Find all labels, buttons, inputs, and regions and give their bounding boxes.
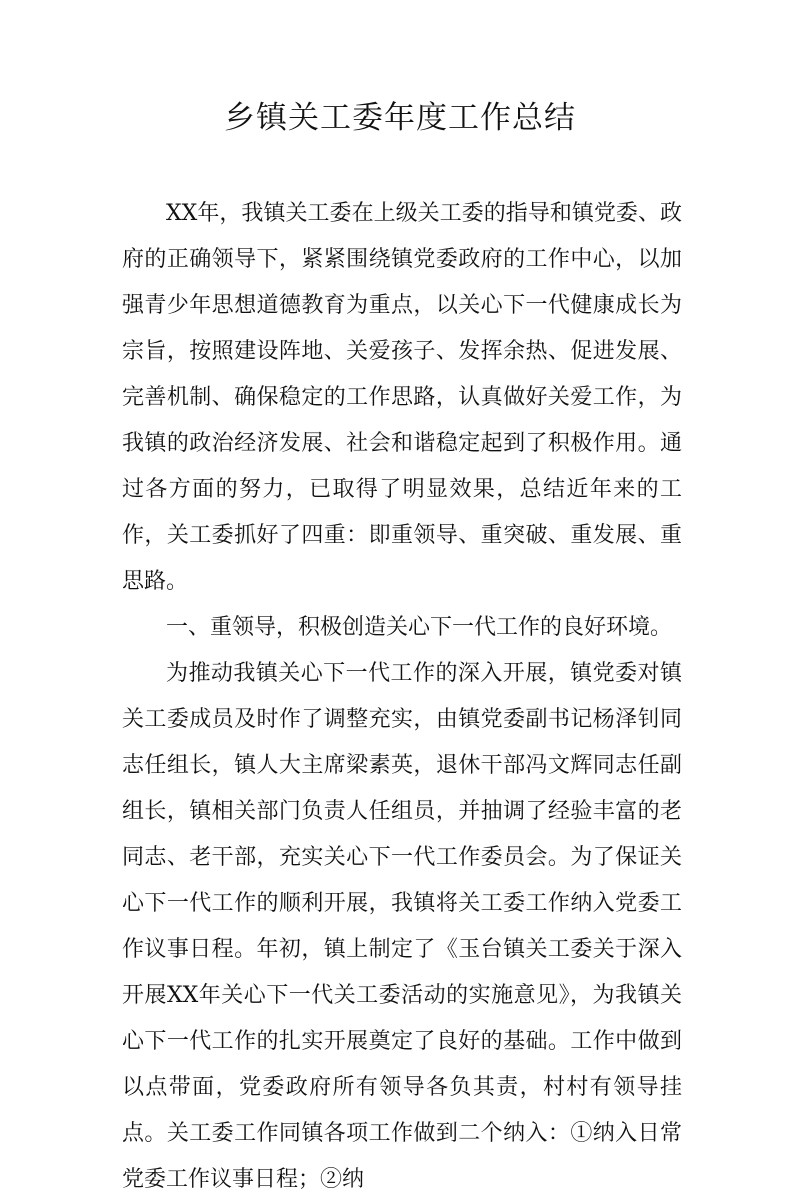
section-heading-1: 一、重领导，积极创造关心下一代工作的良好环境。 xyxy=(166,615,673,640)
paragraph-section-1: 为推动我镇关心下一代工作的深入开展，镇党委对镇关工委成员及时作了调整充实，由镇党委副书记杨泽钊同志任组长，镇人大主席梁素英，退休干部冯文辉同志任副组长，镇相关部门负责人任组员，并抽调了经验丰富的老同志、老干部，充实关心下一代工作委员会。为了保证关心下一代工作的顺利开展，我镇将关工委工作纳入党委工作议事日程。年初，镇上制定了《玉台镇关工委关于深入开展XX年关心下一代关工委活动的实施意见》，为我镇关心下一代工作的扎实开展奠定了良好的基础。工作中做到以点带面，党委政府所有领导各负其责，村村有领导挂点。关工委工作同镇各项工作做到二个纳入：①纳入日常党委工作议事日程；②纳 xyxy=(122,661,682,1192)
paragraph-intro: XX年，我镇关工委在上级关工委的指导和镇党委、政府的正确领导下，紧紧围绕镇党委政府的工作中心，以加强青少年思想道德教育为重点，以关心下一代健康成长为宗旨，按照建设阵地、关爱孩子、发挥余热、促进发展、完善机制、确保稳定的工作思路，认真做好关爱工作，为我镇的政治经济发展、社会和谐稳定起到了积极作用。通过各方面的努力，已取得了明显效果，总结近年来的工作，关工委抓好了四重：即重领导、重突破、重发展、重思路。 xyxy=(122,201,682,594)
document-body xyxy=(122,191,682,1203)
document-title: 乡镇关工委年度工作总结 xyxy=(224,100,576,136)
